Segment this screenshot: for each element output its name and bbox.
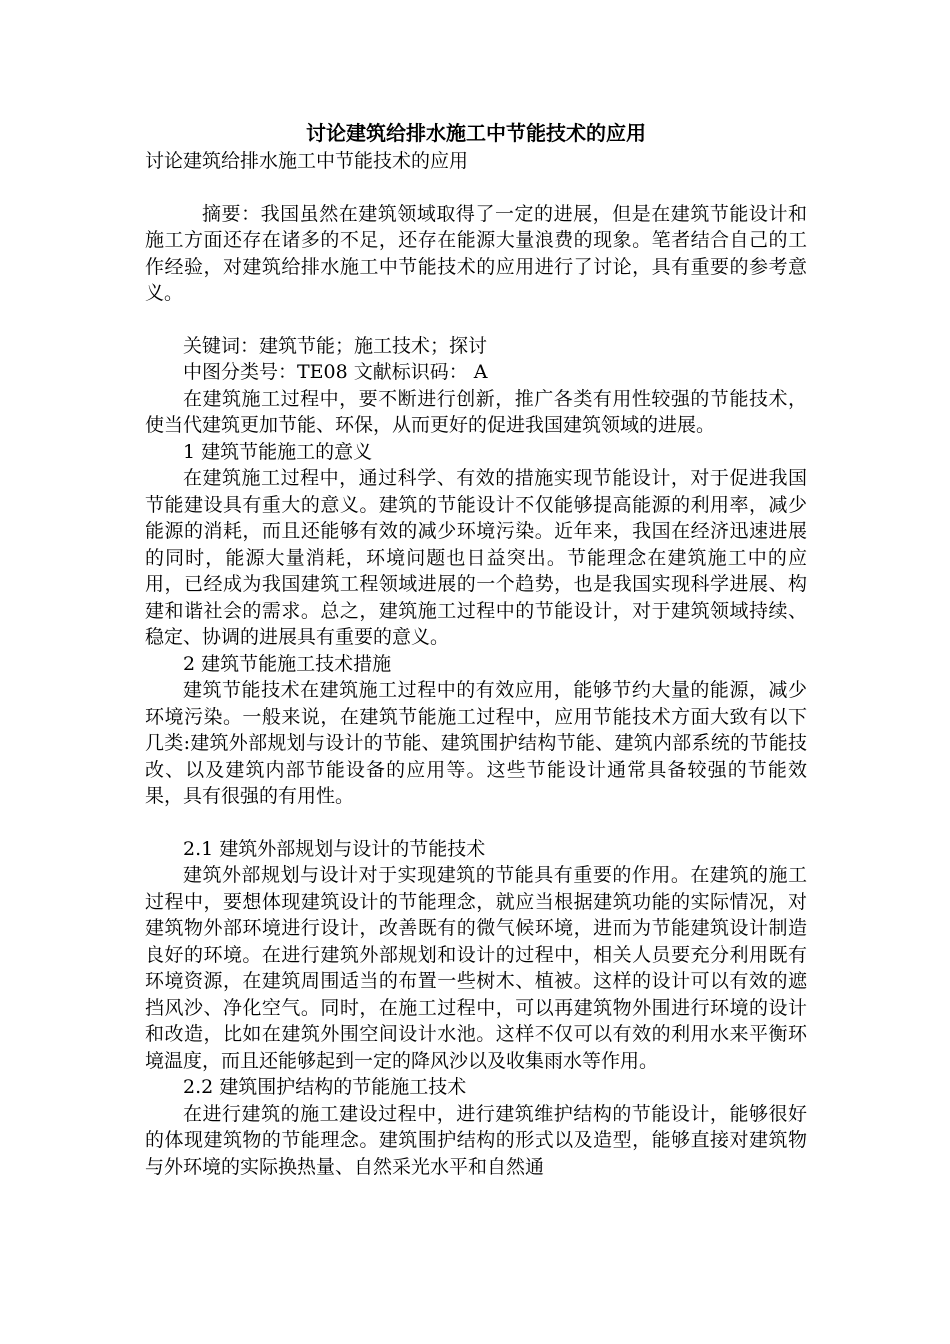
section-2-heading: 2 建筑节能施工技术措施 bbox=[183, 652, 392, 675]
section-2-1-paragraph: 建筑外部规划与设计对于实现建筑的节能具有重要的作用。在建筑的施工过程中，要想体现建筑设计的节能理念，就应当根据建筑功能的实际情况，对建筑物外部环境进行设计，改善既有的微气候环境，进而为节能建筑设计制造良好的环境。在进行建筑外部规划和设计的过程中，相关人员要充分利用既有环境资源，在建筑周围适当的布置一些树木、植被。这样的设计可以有效的遮挡风沙、净化空气。同时，在施工过程中，可以再建筑物外围进行环境的设计和改造，比如在建筑外围空间设计水池。这样不仅可以有效的利用水来平衡环境温度，而且还能够起到一定的降风沙以及收集雨水等作用。 bbox=[145, 864, 807, 1072]
abstract-paragraph: 摘要：我国虽然在建筑领域取得了一定的进展，但是在建筑节能设计和施工方面还存在诸多的不足，还存在能源大量浪费的现象。笔者结合自己的工作经验，对建筑给排水施工中节能技术的应用进行了讨论，具有重要的参考意义。 bbox=[145, 202, 807, 304]
document-body bbox=[145, 118, 807, 1180]
intro-paragraph: 在建筑施工过程中，要不断进行创新，推广各类有用性较强的节能技术，使当代建筑更加节能、环保，从而更好的促进我国建筑领域的进展。 bbox=[145, 387, 807, 436]
keywords-line: 关键词：建筑节能；施工技术；探讨 bbox=[183, 334, 488, 357]
section-2-2-paragraph: 在进行建筑的施工建设过程中，进行建筑维护结构的节能设计，能够很好的体现建筑物的节能理念。建筑围护结构的形式以及造型，能够直接对建筑物与外环境的实际换热量、自然采光水平和自然通 bbox=[145, 1102, 807, 1178]
classification-line: 中图分类号：TE08 文献标识码： A bbox=[183, 361, 488, 383]
document-title: 讨论建筑给排水施工中节能技术的应用 bbox=[306, 121, 646, 145]
section-2-1-heading: 2.1 建筑外部规划与设计的节能技术 bbox=[183, 837, 486, 860]
spacer bbox=[145, 307, 807, 333]
document-subtitle: 讨论建筑给排水施工中节能技术的应用 bbox=[145, 150, 469, 172]
section-1-paragraph: 在建筑施工过程中，通过科学、有效的措施实现节能设计，对于促进我国节能建设具有重大的意义。建筑的节能设计不仅能够提高能源的利用率，减少能源的消耗，而且还能够有效的减少环境污染。近年来，我国在经济迅速进展的同时，能源大量消耗，环境问题也日益突出。节能理念在建筑施工中的应用，已经成为我国建筑工程领域进展的一个趋势，也是我国实现科学进展、构建和谐社会的需求。总之，建筑施工过程中的节能设计，对于建筑领域持续、稳定、协调的进展具有重要的意义。 bbox=[145, 467, 807, 648]
section-2-2-heading: 2.2 建筑围护结构的节能施工技术 bbox=[183, 1076, 467, 1098]
spacer bbox=[145, 810, 807, 836]
section-1-heading: 1 建筑节能施工的意义 bbox=[183, 440, 373, 463]
spacer bbox=[145, 175, 807, 201]
section-2-paragraph: 建筑节能技术在建筑施工过程中的有效应用，能够节约大量的能源，减少环境污染。一般来说，在建筑节能施工过程中，应用节能技术方面大致有以下几类:建筑外部规划与设计的节能、建筑围护结构节能、建筑内部系统的节能技改、以及建筑内部节能设备的应用等。这些节能设计通常具备较强的节能效果，具有很强的有用性。 bbox=[145, 679, 807, 807]
